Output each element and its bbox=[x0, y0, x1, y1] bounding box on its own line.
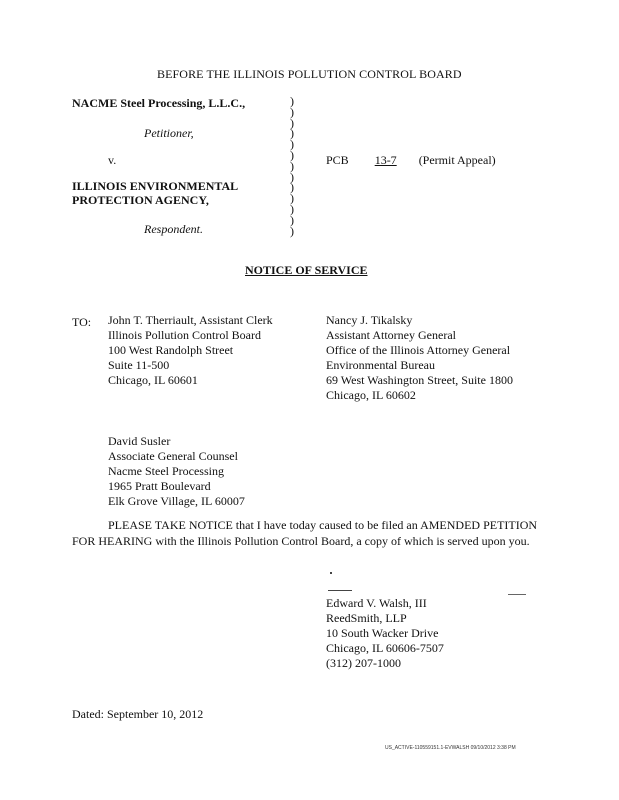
caption-paren: ) bbox=[290, 147, 294, 162]
respondent-name-line2: PROTECTION AGENCY, bbox=[72, 193, 209, 207]
signature-block bbox=[326, 596, 444, 671]
board-title: BEFORE THE ILLINOIS POLLUTION CONTROL BOARD bbox=[157, 67, 462, 81]
recipient-block-attorney-general bbox=[326, 313, 513, 403]
respondent-name-line1: ILLINOIS ENVIRONMENTAL bbox=[72, 179, 239, 193]
caption-paren: ) bbox=[290, 169, 294, 184]
address-line: Illinois Pollution Control Board bbox=[108, 328, 262, 342]
case-number-line bbox=[326, 152, 496, 168]
caption-paren: ) bbox=[290, 201, 294, 216]
address-line: David Susler bbox=[108, 434, 171, 448]
address-line: Nancy J. Tikalsky bbox=[326, 313, 413, 327]
notice-body-line1: PLEASE TAKE NOTICE that I have today caused to be filed an AMENDED PETITION bbox=[108, 518, 538, 532]
address-line: 69 West Washington Street, Suite 1800 bbox=[326, 373, 513, 387]
to-label: TO: bbox=[72, 315, 92, 329]
signature-line bbox=[328, 590, 352, 591]
address-line: Chicago, IL 60601 bbox=[108, 373, 198, 387]
document-id: US_ACTIVE-110559151.1-EVWALSH 09/10/2012 3:38 PM bbox=[385, 745, 516, 751]
caption-paren: ) bbox=[290, 115, 294, 130]
caption-paren: ) bbox=[290, 94, 294, 108]
address-line: Associate General Counsel bbox=[108, 449, 238, 463]
caption-paren: ) bbox=[290, 126, 294, 141]
address-line: Suite 11-500 bbox=[108, 358, 170, 372]
signature-line-text: Chicago, IL 60606-7507 bbox=[326, 641, 444, 655]
caption-paren: ) bbox=[290, 104, 294, 119]
signature-line-text: 10 South Wacker Drive bbox=[326, 626, 439, 640]
signature-line-text: Edward V. Walsh, III bbox=[326, 596, 427, 610]
notice-title: NOTICE OF SERVICE bbox=[245, 263, 368, 277]
case-type: (Permit Appeal) bbox=[418, 153, 496, 167]
notice-body-line2: FOR HEARING with the Illinois Pollution Control Board, a copy of which is served upon you. bbox=[72, 534, 530, 548]
petitioner-role: Petitioner, bbox=[144, 126, 194, 140]
caption-paren: ) bbox=[290, 223, 294, 238]
caption-paren: ) bbox=[290, 191, 294, 206]
address-line: Nacme Steel Processing bbox=[108, 464, 224, 478]
caption-paren: ) bbox=[290, 158, 294, 173]
signature-line-text: ReedSmith, LLP bbox=[326, 611, 407, 625]
versus-text: v. bbox=[108, 153, 117, 167]
dated-line: Dated: September 10, 2012 bbox=[72, 707, 204, 721]
recipient-block-clerk bbox=[108, 313, 273, 388]
case-prefix: PCB bbox=[326, 153, 349, 167]
address-line: 100 West Randolph Street bbox=[108, 343, 234, 357]
signature-mark bbox=[508, 594, 526, 595]
caption-paren: ) bbox=[290, 137, 294, 152]
scan-speck bbox=[330, 572, 332, 574]
recipient-block-counsel bbox=[108, 434, 245, 509]
signature-line-text: (312) 207-1000 bbox=[326, 656, 401, 670]
address-line: Assistant Attorney General bbox=[326, 328, 456, 342]
petitioner-name: NACME Steel Processing, L.L.C., bbox=[72, 96, 246, 110]
caption-paren: ) bbox=[290, 180, 294, 195]
respondent-role: Respondent. bbox=[144, 222, 203, 236]
address-line: Environmental Bureau bbox=[326, 358, 435, 372]
address-line: Office of the Illinois Attorney General bbox=[326, 343, 511, 357]
caption-paren: ) bbox=[290, 212, 294, 227]
address-line: John T. Therriault, Assistant Clerk bbox=[108, 313, 273, 327]
address-line: 1965 Pratt Boulevard bbox=[108, 479, 211, 493]
address-line: Chicago, IL 60602 bbox=[326, 388, 416, 402]
address-line: Elk Grove Village, IL 60007 bbox=[108, 494, 245, 508]
caption-parenthesis-column bbox=[290, 96, 294, 236]
case-number: 13-7 bbox=[374, 153, 397, 167]
